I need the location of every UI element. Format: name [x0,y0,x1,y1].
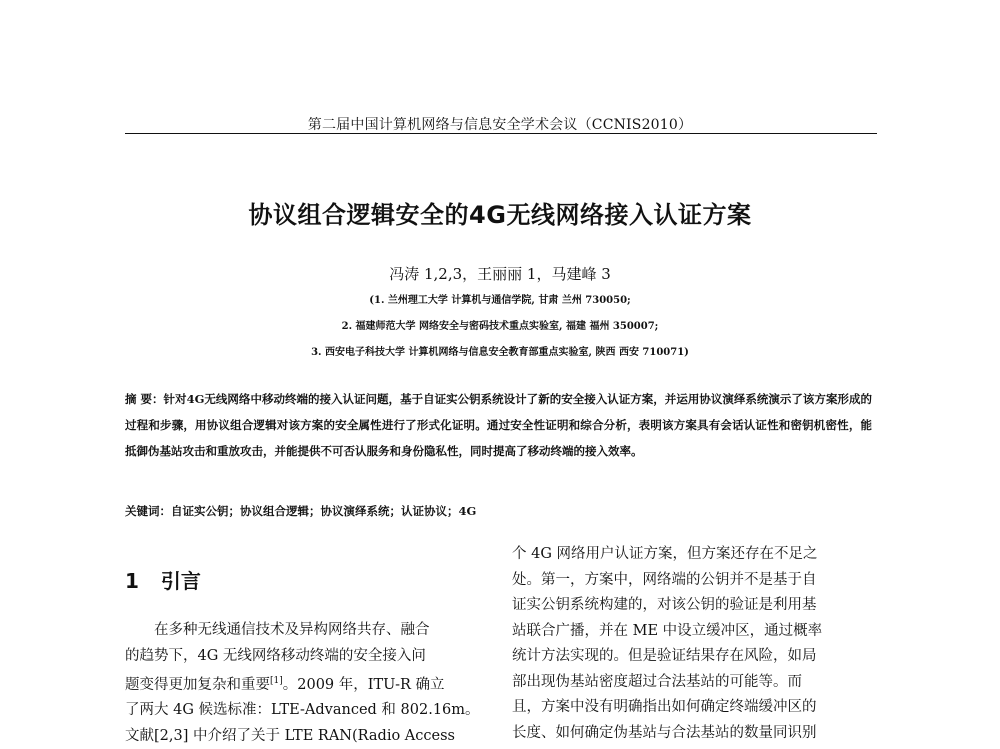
section-title: 引言 [160,569,201,593]
paper-authors: 冯涛 1,2,3，王丽丽 1，马建峰 3 [389,265,611,283]
abstract [125,386,872,464]
body-line: 部出现伪基站密度超过合法基站的可能等。而 [512,673,802,690]
keywords [125,503,872,519]
body-line: 文献[2,3] 中介绍了关于 LTE RAN(Radio Access [125,727,455,744]
body-line-with-citation [125,669,473,698]
paper-title: 协议组合逻辑安全的4G无线网络接入认证方案 [248,201,752,229]
header-rule [125,133,877,134]
body-line: 统计方法实现的。但是验证结果存在风险，如局 [512,648,817,664]
keywords-text: 自证实公钥；协议组合逻辑；协议演绎系统；认证协议；4G [171,504,477,518]
body-line: 长度、如何确定伪基站与合法基站的数量同识别 [512,724,817,741]
body-line: 了两大 4G 候选标准：LTE-Advanced 和 802.16m。 [125,702,480,719]
body-line: 的趋势下，4G 无线网络移动终端的安全接入问 [125,647,426,664]
body-text: 。2009 年，ITU-R 确立 [282,676,445,693]
abstract-label: 摘 要： [125,392,164,406]
right-column [512,542,868,746]
body-line: 个 4G 网络用户认证方案，但方案还存在不足之 [512,546,818,562]
abstract-text: 针对4G无线网络中移动终端的接入认证问题，基于自证实公钥系统设计了新的安全接入认证方案，并运用协议演绎系统演示了该方案形成的过程和步骤，用协议组合逻辑对该方案的安全属性进行了形式化证明。通过安全性证明和综合分析，表明该方案具有会话认证性和密钥机密性，能抵御伪基站攻击和重放攻击，并能提供不可否认服务和身份隐私性，同时提高了移动终端的接入效率。 [125,392,872,458]
body-line: 在多种无线通信技术及异构网络共存、融合 [154,622,430,638]
body-line: 证实公钥系统构建的，对该公钥的验证是利用基 [512,597,817,613]
conference-header: 第二届中国计算机网络与信息安全学术会议（CCNIS2010） [307,117,693,133]
body-line: 站联合广播，并在 ME 中设立缓冲区，通过概率 [512,622,823,639]
section-number: 1 [125,569,139,593]
left-column [125,618,480,749]
body-text: 题变得更加复杂和重要 [125,676,270,693]
affiliation-2: 2. 福建师范大学 网络安全与密码技术重点实验室, 福建 福州 350007; [341,321,659,332]
body-line: 处。第一，方案中，网络端的公钥并不是基于自 [512,571,817,588]
body-line: 且，方案中没有明确指出如何确定终端缓冲区的 [512,699,817,715]
section-heading [125,565,201,594]
keywords-label: 关键词： [125,504,171,518]
affiliation-3: 3. 西安电子科技大学 计算机网络与信息安全教育部重点实验室, 陕西 西安 710071) [311,347,689,358]
affiliation-1: (1. 兰州理工大学 计算机与通信学院, 甘肃 兰州 730050; [369,295,631,306]
citation: [1] [270,676,283,686]
